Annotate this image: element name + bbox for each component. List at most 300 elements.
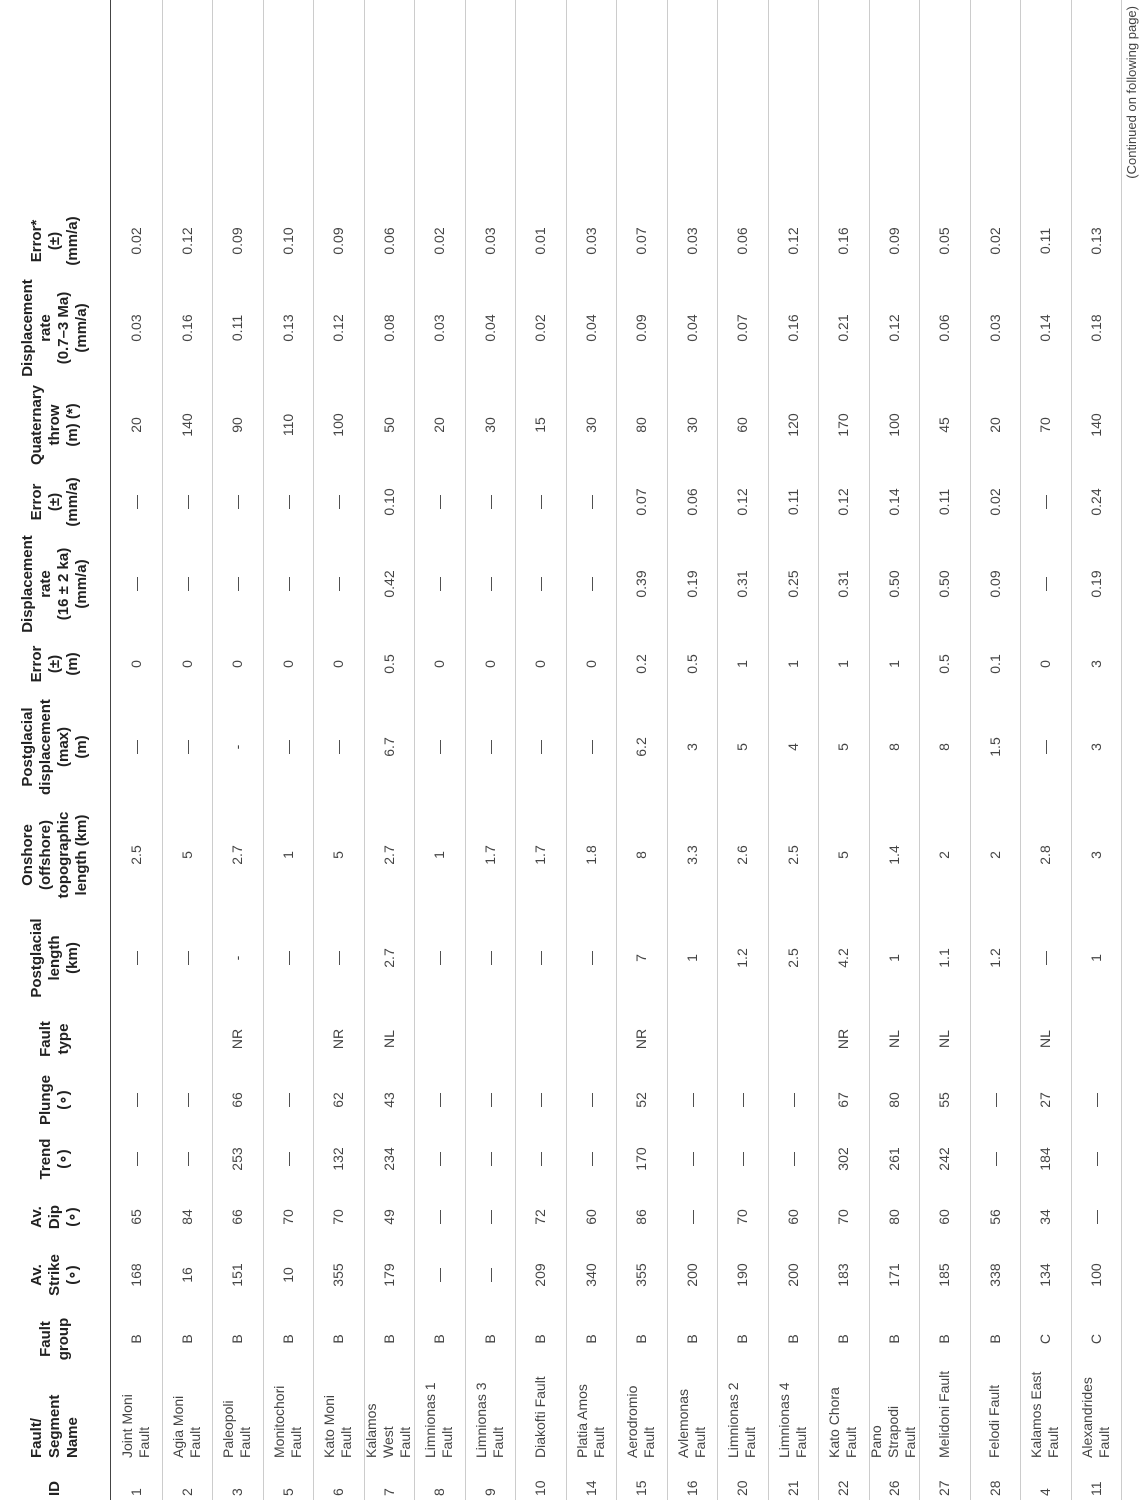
cell-plunge: — [1087,1093,1104,1107]
cell-type [566,1008,617,1070]
column-header-err_rate_16: Error (±) (mm/a) [28,477,81,527]
column-header-plunge: Plunge (∘) [37,1075,72,1126]
cell-onshore_length: 1 [279,851,296,859]
cell-plunge: 55 [936,1092,953,1108]
cell-err_q: 0.16 [835,227,852,255]
cell-dip: 65 [128,1209,145,1225]
table-row [515,0,567,1500]
cell-type [465,1008,516,1070]
cell-err_m: 0.5 [936,654,953,674]
cell-name: Melidoni Fault [935,1370,952,1458]
cell-plunge: — [734,1093,751,1107]
cell-err_m: 0 [279,660,296,668]
cell-name: Alexandrides Fault [1078,1377,1112,1458]
cell-dip: — [431,1210,448,1224]
cell-q_throw: 45 [936,417,953,433]
cell-pg_length: 4.2 [835,948,852,968]
cell-dip: 60 [582,1209,599,1225]
cell-err_rate_16: 0.10 [380,488,397,516]
cell-group: B [431,1334,448,1344]
cell-rate_q: 0.03 [431,314,448,342]
cell-type [263,1008,314,1070]
cell-err_q: 0.03 [481,227,498,255]
cell-err_q: 0.13 [1087,227,1104,255]
cell-group: B [683,1334,700,1344]
cell-type [414,1008,465,1070]
cell-strike: 190 [734,1263,751,1287]
cell-pg_length: 1.1 [936,948,953,968]
cell-id: 16 [683,1480,700,1496]
cell-pg_length: — [481,951,498,965]
cell-err_m: 0 [1037,660,1054,668]
cell-id: 27 [936,1480,953,1496]
cell-pg_disp: 6.2 [633,737,650,757]
column-header-group: Fault group [37,1317,72,1361]
cell-dip: 84 [178,1209,195,1225]
cell-strike: 100 [1087,1263,1104,1287]
cell-err_m: 1 [835,660,852,668]
cell-rate_16: — [178,577,195,591]
cell-pg_length: 2.5 [784,948,801,968]
cell-strike: 168 [128,1263,145,1287]
cell-trend: — [1087,1152,1104,1166]
cell-name: Platia Amos Fault [573,1384,607,1458]
column-header-pg_length: Postglacial length (km) [28,918,81,998]
cell-trend: 170 [633,1147,650,1171]
cell-name: Aerodromio Fault [624,1385,658,1458]
cell-err_rate_16: — [279,495,296,509]
cell-rate_16: 0.39 [633,570,650,598]
cell-rate_q: 0.04 [683,314,700,342]
cell-pg_disp: 5 [835,743,852,751]
cell-id: 1 [128,1488,145,1496]
cell-err_m: 0.1 [986,654,1003,674]
cell-strike: 134 [1037,1263,1054,1287]
cell-pg_disp: 8 [936,743,953,751]
cell-err_q: 0.06 [734,227,751,255]
table-row [869,0,921,1500]
cell-pg_length: 7 [633,954,650,962]
cell-q_throw: 170 [835,413,852,437]
cell-onshore_length: 3 [1087,851,1104,859]
cell-err_m: 0 [178,660,195,668]
cell-rate_16: — [1037,577,1054,591]
cell-name: Monitochori Fault [270,1385,304,1458]
cell-name: Agia Moni Fault [169,1395,203,1458]
cell-err_rate_16: — [431,495,448,509]
cell-err_rate_16: — [1037,495,1054,509]
cell-pg_disp: — [1037,740,1054,754]
cell-q_throw: 30 [683,417,700,433]
cell-name: Limnionas 4 Fault [775,1382,809,1458]
cell-onshore_length: 1.7 [532,845,549,865]
cell-err_q: 0.05 [936,227,953,255]
cell-pg_disp: 6.7 [380,737,397,757]
cell-pg_disp: 1.5 [986,737,1003,757]
cell-rate_q: 0.02 [532,314,549,342]
cell-onshore_length: 5 [330,851,347,859]
cell-err_m: 1 [885,660,902,668]
column-header-q_throw: Quaternary throw (m) (*) [28,384,81,466]
cell-type: NL [1037,1030,1054,1048]
cell-err_q: 0.01 [532,227,549,255]
cell-strike: 338 [986,1263,1003,1287]
cell-plunge: 66 [229,1092,246,1108]
cell-err_q: 0.03 [683,227,700,255]
column-header-err_m: Error (±) (m) [28,645,81,683]
cell-pg_length: — [178,951,195,965]
cell-id: 6 [330,1488,347,1496]
cell-strike: 209 [532,1263,549,1287]
cell-pg_disp: — [431,740,448,754]
cell-name: Diakofti Fault [531,1376,548,1458]
cell-id: 2 [178,1488,195,1496]
cell-err_q: 0.02 [986,227,1003,255]
cell-type: NL [936,1030,953,1048]
cell-name: Pano Strapodi Fault [868,1405,919,1458]
cell-name: Avlemonas Fault [674,1388,708,1458]
cell-rate_q: 0.06 [936,314,953,342]
cell-name: Limnionas 3 Fault [472,1382,506,1458]
cell-plunge: — [128,1093,145,1107]
table-row [111,0,163,1500]
cell-dip: — [683,1210,700,1224]
cell-onshore_length: 2 [986,851,1003,859]
cell-group: C [1037,1333,1054,1345]
cell-pg_disp: 5 [734,743,751,751]
table-row [465,0,517,1500]
cell-rate_q: 0.16 [784,314,801,342]
cell-pg_length: 1 [1087,954,1104,962]
cell-onshore_length: 2.7 [380,845,397,865]
cell-rate_q: 0.12 [330,314,347,342]
cell-err_m: 1 [784,660,801,668]
cell-trend: 242 [936,1147,953,1171]
cell-strike: 185 [936,1263,953,1287]
cell-type [162,1008,213,1070]
cell-id: 7 [380,1488,397,1496]
table-row [616,0,668,1500]
cell-err_q: 0.12 [784,227,801,255]
cell-dip: 80 [885,1209,902,1225]
cell-err_rate_16: — [128,495,145,509]
cell-strike: 10 [279,1267,296,1283]
cell-rate_q: 0.12 [885,314,902,342]
cell-trend: — [178,1152,195,1166]
cell-id: 22 [835,1480,852,1496]
cell-pg_length: — [431,951,448,965]
cell-err_rate_16: — [582,495,599,509]
cell-rate_16: 0.19 [1087,570,1104,598]
cell-strike: 179 [380,1263,397,1287]
cell-dip: — [481,1210,498,1224]
table-row [667,0,719,1500]
table-row [717,0,769,1500]
cell-trend: — [734,1152,751,1166]
cell-trend: 253 [229,1147,246,1171]
cell-pg_length: — [532,951,549,965]
table-row [1020,0,1072,1500]
cell-id: 28 [986,1480,1003,1496]
cell-trend: — [582,1152,599,1166]
cell-q_throw: 20 [986,417,1003,433]
cell-err_m: 0.5 [683,654,700,674]
cell-trend: — [279,1152,296,1166]
table-row [414,0,466,1500]
cell-pg_length: — [582,951,599,965]
cell-plunge: 67 [835,1092,852,1108]
cell-name: Kalamos East Fault [1028,1371,1062,1458]
cell-err_q: 0.11 [1037,227,1054,255]
cell-trend: 261 [885,1147,902,1171]
cell-err_q: 0.09 [330,227,347,255]
cell-rate_q: 0.03 [986,314,1003,342]
cell-strike: 340 [582,1263,599,1287]
cell-rate_16: — [431,577,448,591]
cell-group: B [633,1334,650,1344]
cell-err_q: 0.09 [229,227,246,255]
cell-rate_16: 0.19 [683,570,700,598]
cell-q_throw: 70 [1037,417,1054,433]
cell-err_rate_16: — [532,495,549,509]
column-header-rate_16: Displacement rate (16 ± 2 ka) (mm/a) [19,535,90,633]
cell-onshore_length: 3.3 [683,845,700,865]
cell-type: NR [229,1028,246,1050]
cell-pg_disp: — [481,740,498,754]
cell-id: 21 [784,1480,801,1496]
cell-err_rate_16: 0.02 [986,488,1003,516]
cell-rate_16: — [229,577,246,591]
table-header [0,0,111,1500]
cell-pg_disp: — [279,740,296,754]
cell-rate_16: 0.31 [734,570,751,598]
cell-pg_length: 2.7 [380,948,397,968]
cell-type [768,1008,819,1070]
cell-onshore_length: 8 [633,851,650,859]
cell-rate_q: 0.16 [178,314,195,342]
cell-type [717,1008,768,1070]
cell-err_m: 1 [734,660,751,668]
cell-plunge: — [582,1093,599,1107]
cell-rate_q: 0.14 [1037,314,1054,342]
cell-rate_16: — [582,577,599,591]
cell-rate_16: — [128,577,145,591]
cell-name: Joint Moni Fault [119,1394,153,1458]
cell-onshore_length: 5 [178,851,195,859]
cell-trend: — [986,1152,1003,1166]
table-row [1071,0,1123,1500]
cell-plunge: 52 [633,1092,650,1108]
cell-trend: 302 [835,1147,852,1171]
cell-err_rate_16: 0.14 [885,488,902,516]
cell-strike: 355 [330,1263,347,1287]
cell-err_rate_16: — [481,495,498,509]
cell-trend: — [784,1152,801,1166]
cell-trend: 234 [380,1147,397,1171]
cell-dip: 86 [633,1209,650,1225]
cell-name: Limnionas 2 Fault [725,1382,759,1458]
cell-dip: 70 [734,1209,751,1225]
cell-q_throw: 20 [431,417,448,433]
cell-err_m: 0 [229,660,246,668]
cell-err_m: 0 [330,660,347,668]
cell-rate_16: — [532,577,549,591]
cell-trend: — [431,1152,448,1166]
cell-rate_16: — [279,577,296,591]
cell-type [667,1008,718,1070]
cell-err_rate_16: 0.11 [936,488,953,516]
cell-dip: — [1087,1210,1104,1224]
cell-trend: — [532,1152,549,1166]
cell-id: 14 [582,1480,599,1496]
cell-onshore_length: 1.8 [582,845,599,865]
cell-plunge: — [683,1093,700,1107]
cell-pg_length: — [279,951,296,965]
cell-plunge: 62 [330,1092,347,1108]
cell-group: B [279,1334,296,1344]
cell-rate_q: 0.13 [279,314,296,342]
cell-trend: 132 [330,1147,347,1171]
cell-q_throw: 60 [734,417,751,433]
cell-plunge: — [431,1093,448,1107]
cell-err_m: 0 [431,660,448,668]
cell-pg_length: — [128,951,145,965]
cell-q_throw: 80 [633,417,650,433]
cell-onshore_length: 2.8 [1037,845,1054,865]
cell-dip: 70 [279,1209,296,1225]
cell-id: 11 [1087,1481,1104,1496]
cell-id: 4 [1037,1488,1054,1496]
cell-strike: 151 [229,1263,246,1287]
cell-id: 3 [229,1488,246,1496]
cell-plunge: — [784,1093,801,1107]
table-row [313,0,365,1500]
cell-plunge: — [178,1093,195,1107]
cell-name: Limnionas 1 Fault [422,1382,456,1458]
cell-group: B [128,1334,145,1344]
cell-err_rate_16: — [330,495,347,509]
cell-group: B [885,1334,902,1344]
cell-id: 9 [481,1488,498,1496]
cell-group: B [734,1334,751,1344]
cell-id: 10 [532,1480,549,1496]
cell-pg_length: 1 [683,954,700,962]
cell-id: 15 [633,1480,650,1496]
cell-plunge: 80 [885,1092,902,1108]
cell-err_m: 0.2 [633,654,650,674]
cell-err_m: 0 [532,660,549,668]
cell-rate_16: 0.50 [885,570,902,598]
cell-pg_disp: 3 [1087,743,1104,751]
cell-err_rate_16: — [229,495,246,509]
cell-err_q: 0.02 [128,227,145,255]
cell-rate_16: 0.50 [936,570,953,598]
cell-strike: 16 [178,1267,195,1283]
cell-rate_q: 0.21 [835,314,852,342]
cell-type: NR [633,1028,650,1050]
table-row [566,0,618,1500]
cell-q_throw: 30 [481,417,498,433]
cell-err_q: 0.09 [885,227,902,255]
cell-err_q: 0.03 [582,227,599,255]
column-header-strike: Av. Strike (∘) [28,1254,81,1296]
cell-rate_16: 0.31 [835,570,852,598]
cell-pg_disp: 8 [885,743,902,751]
cell-strike: 183 [835,1263,852,1287]
cell-pg_disp: — [330,740,347,754]
cell-err_rate_16: 0.24 [1087,488,1104,516]
cell-pg_length: 1.2 [734,948,751,968]
cell-dip: 60 [936,1209,953,1225]
cell-pg_disp: — [532,740,549,754]
cell-strike: — [431,1268,448,1282]
cell-group: B [481,1334,498,1344]
cell-dip: 70 [330,1209,347,1225]
cell-rate_16: — [481,577,498,591]
cell-err_m: 0 [481,660,498,668]
cell-err_m: 3 [1087,660,1104,668]
table-row [768,0,820,1500]
cell-onshore_length: 2.7 [229,845,246,865]
cell-group: B [835,1334,852,1344]
cell-strike: 200 [683,1263,700,1287]
cell-rate_16: — [330,577,347,591]
cell-rate_q: 0.03 [128,314,145,342]
cell-trend: — [683,1152,700,1166]
cell-rate_q: 0.04 [582,314,599,342]
cell-rate_q: 0.11 [229,314,246,342]
cell-plunge: — [481,1093,498,1107]
cell-id: 26 [885,1480,902,1496]
cell-type: NL [380,1030,397,1048]
cell-group: C [1087,1333,1104,1345]
cell-rate_q: 0.18 [1087,314,1104,342]
cell-onshore_length: 1 [431,851,448,859]
cell-err_rate_16: 0.12 [734,488,751,516]
cell-err_rate_16: 0.07 [633,488,650,516]
cell-plunge: 43 [380,1092,397,1108]
cell-pg_disp: — [128,740,145,754]
cell-plunge: — [532,1093,549,1107]
cell-q_throw: 15 [532,417,549,433]
cell-strike: 200 [784,1263,801,1287]
cell-pg_length: - [229,955,246,961]
cell-pg_length: — [1037,951,1054,965]
table-row [919,0,971,1500]
cell-name: Felodi Fault [986,1384,1003,1458]
cell-err_rate_16: 0.06 [683,488,700,516]
cell-pg_length: 1.2 [986,948,1003,968]
cell-type: NR [835,1028,852,1050]
cell-onshore_length: 2.5 [128,845,145,865]
column-header-dip: Av. Dip (∘) [28,1204,81,1230]
cell-name: Kato Moni Fault [321,1394,355,1458]
column-header-type: Fault type [37,1021,72,1057]
column-header-id: ID [46,1481,63,1496]
cell-type [1071,1008,1122,1070]
cell-group: B [986,1334,1003,1344]
table-row [818,0,870,1500]
cell-err_m: 0 [128,660,145,668]
cell-name: Kalamos West Fault [363,1403,414,1458]
cell-rate_16: 0.42 [380,570,397,598]
cell-rate_16: 0.25 [784,570,801,598]
cell-onshore_length: 1.7 [481,845,498,865]
cell-rate_q: 0.04 [481,314,498,342]
cell-group: B [178,1334,195,1344]
cell-strike: — [481,1268,498,1282]
cell-pg_disp: — [178,740,195,754]
